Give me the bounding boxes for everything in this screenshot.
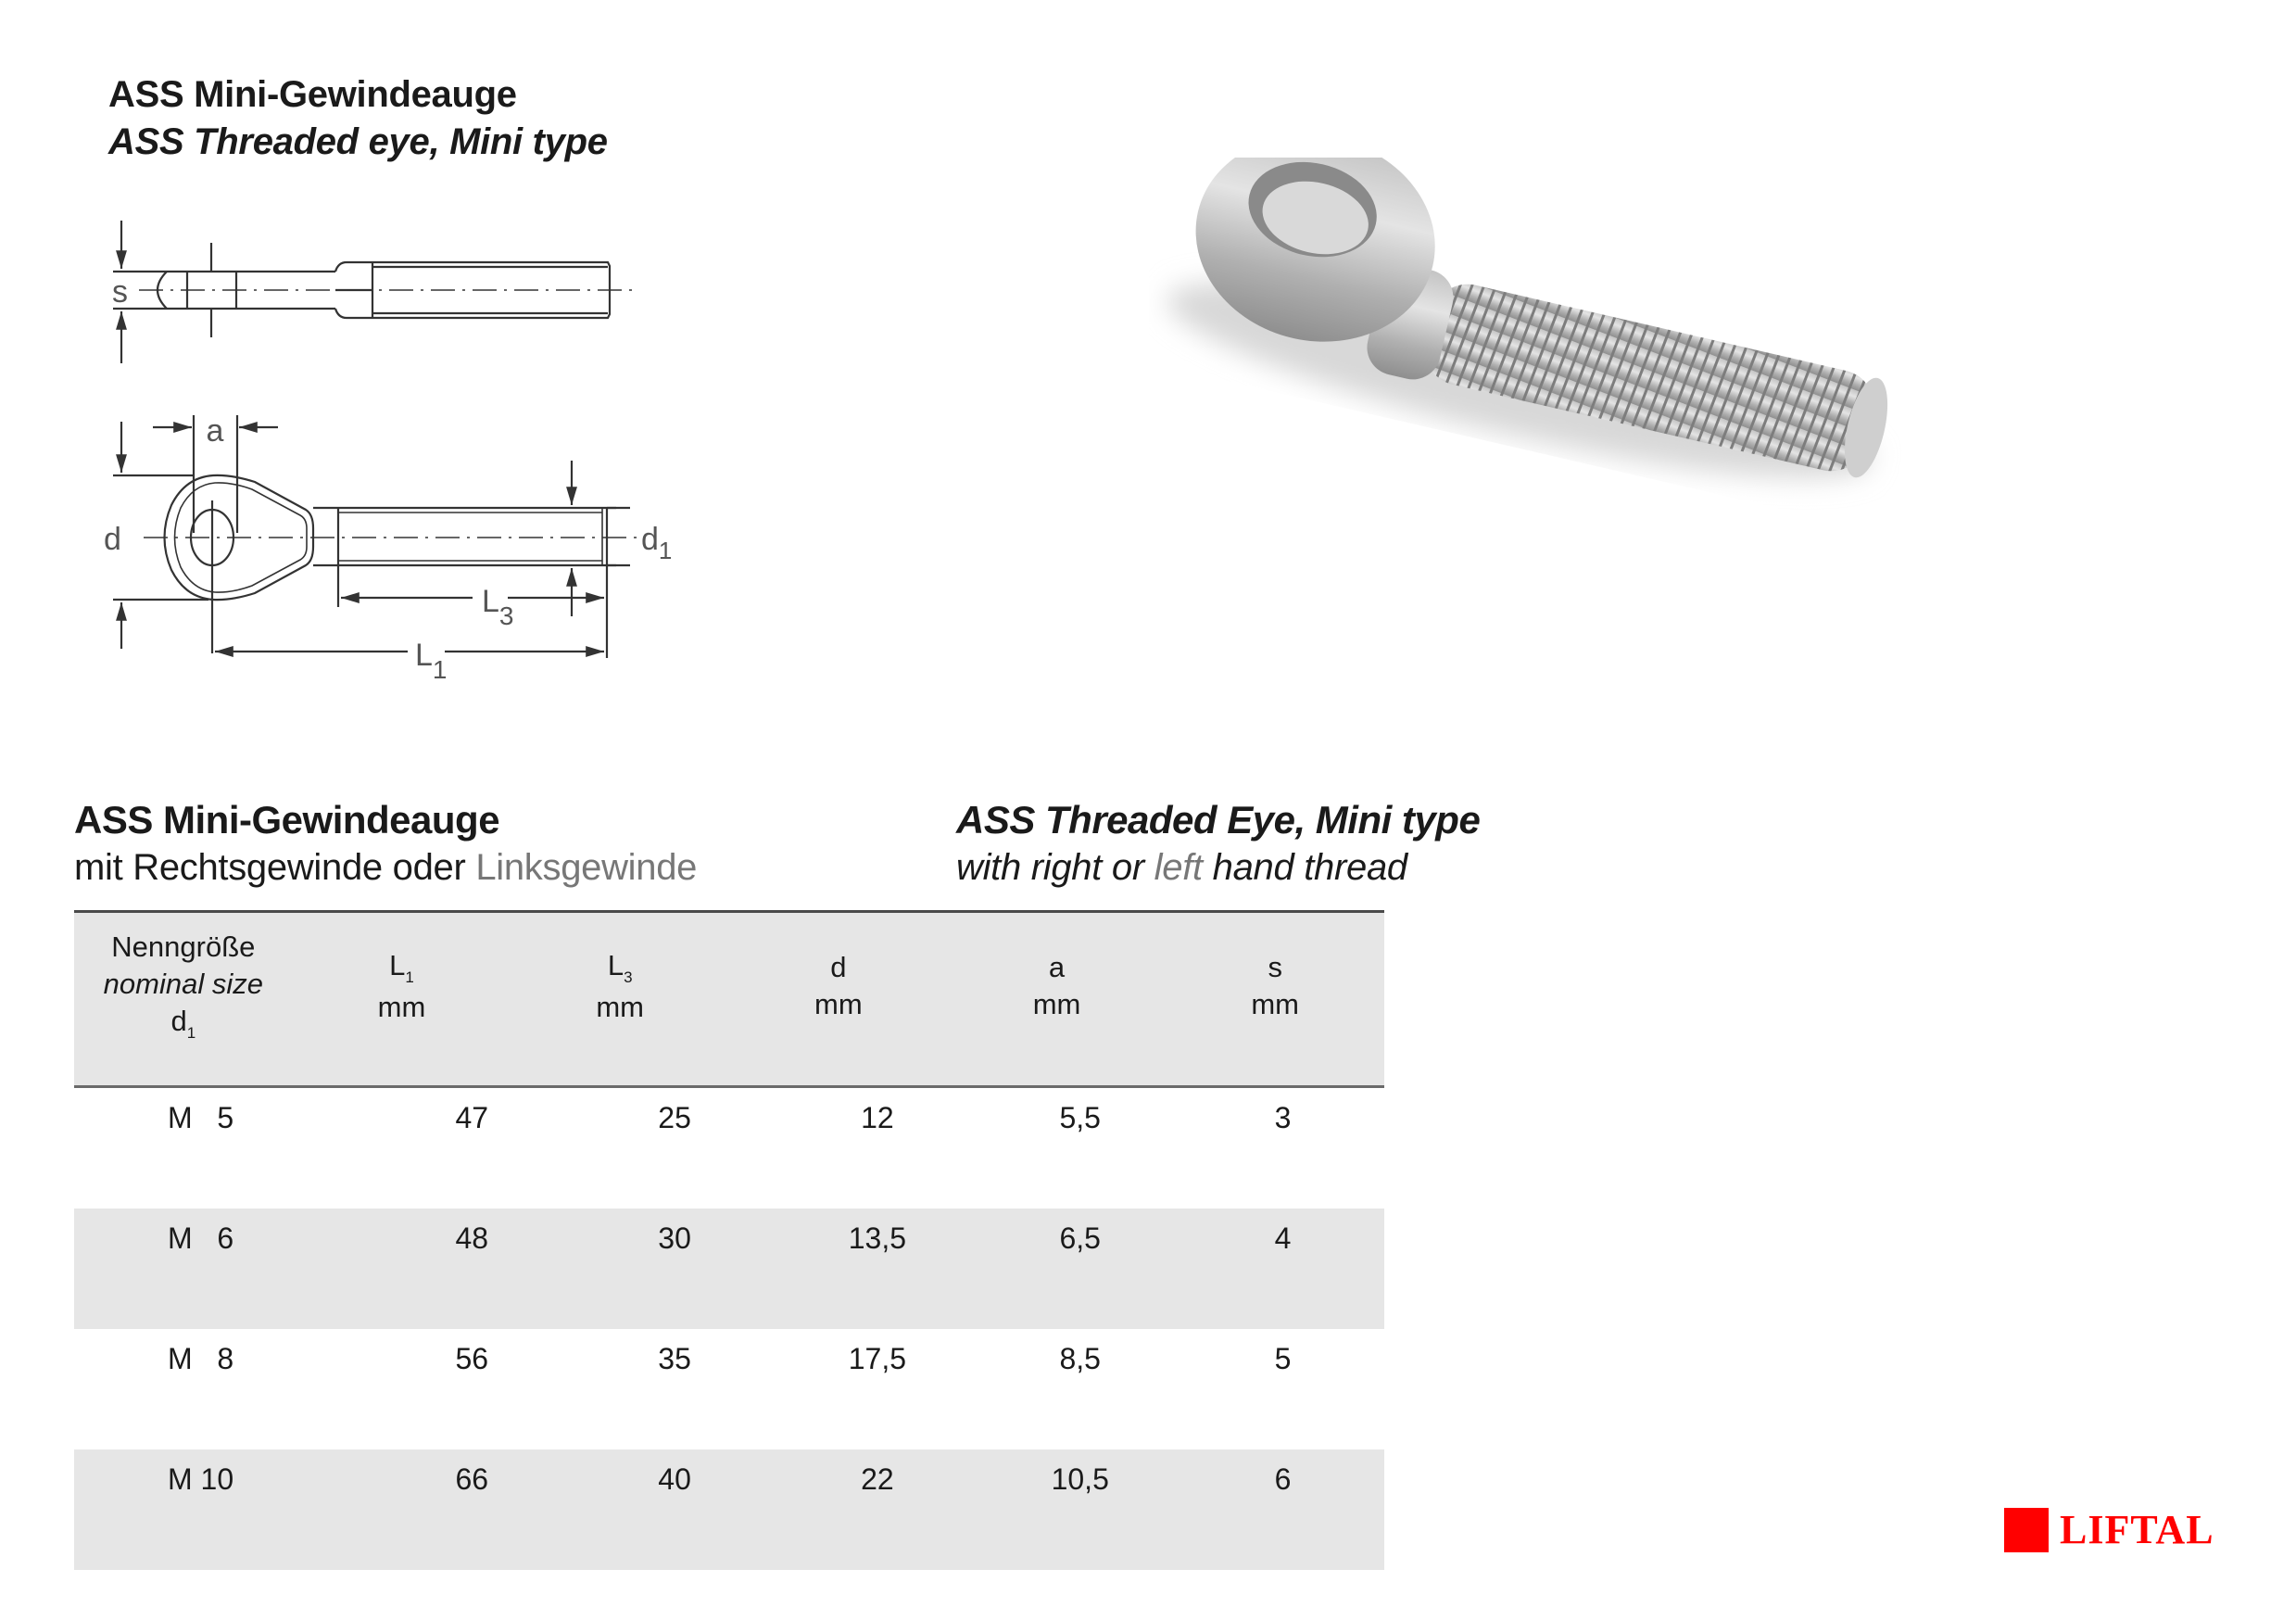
header-symbol: $d_1$	[170, 1004, 196, 1042]
table-cell: 25	[658, 1101, 691, 1134]
table-cell: 8,5	[1059, 1342, 1101, 1375]
header-unit: mm	[814, 988, 863, 1020]
header-unit: mm	[1032, 988, 1081, 1020]
subtitle-en-suffix: hand thread	[1202, 847, 1407, 888]
liftal-logo	[2004, 1508, 2214, 1552]
table-cell: M 5	[168, 1101, 234, 1134]
dim-label-s: s	[112, 274, 128, 310]
header-symbol: $L_3$	[607, 948, 633, 986]
section-heading-en: ASS Threaded Eye, Mini type	[956, 798, 1481, 842]
column-header-a	[948, 913, 1167, 1085]
table-row	[74, 1209, 1384, 1329]
table-cell: 6	[1274, 1462, 1292, 1496]
section-subtitle-de	[74, 847, 697, 889]
table-cell: 48	[455, 1221, 489, 1255]
header-unit: mm	[377, 990, 426, 1023]
table-cell: 5,5	[1059, 1101, 1101, 1134]
table-cell: 56	[455, 1342, 489, 1375]
table-row	[74, 1449, 1384, 1570]
column-header-s	[1166, 913, 1384, 1085]
table-cell: 10,5	[1051, 1462, 1109, 1496]
table-cell: 47	[455, 1101, 489, 1134]
dim-label-L3: $L_3$	[482, 584, 514, 630]
table-cell: 40	[658, 1462, 691, 1496]
table-header	[74, 910, 1384, 1088]
section-subtitle-en	[956, 847, 1407, 889]
table-cell: 4	[1274, 1221, 1292, 1255]
header-symbol: d	[830, 951, 847, 983]
spec-table	[74, 910, 1384, 1570]
subtitle-en-muted: left	[1154, 847, 1203, 888]
header-symbol: s	[1268, 951, 1282, 983]
header-unit: mm	[1251, 988, 1300, 1020]
table-row	[74, 1088, 1384, 1209]
dim-label-a: a	[206, 413, 224, 449]
table-cell: M 8	[168, 1342, 234, 1375]
product-title-en: ASS Threaded eye, Mini type	[108, 121, 608, 162]
table-cell: 12	[861, 1101, 894, 1134]
side-view	[112, 221, 635, 363]
table-cell: 22	[861, 1462, 894, 1496]
table-cell: 6,5	[1059, 1221, 1101, 1255]
logo-text: LIFTAL	[2060, 1507, 2214, 1552]
header-symbol: $L_1$	[389, 948, 414, 986]
subtitle-de-muted: Linksgewinde	[475, 847, 698, 888]
header-unit: mm	[596, 990, 644, 1023]
product-title-de: ASS Mini-Gewindeauge	[108, 74, 517, 115]
subtitle-de-text: mit Rechtsgewinde oder	[74, 847, 476, 888]
header-symbol: a	[1048, 951, 1066, 983]
product-photo	[1149, 158, 1927, 510]
header-label-de: Nenngröße	[111, 930, 256, 963]
table-cell: 35	[658, 1342, 691, 1375]
table-cell: 66	[455, 1462, 489, 1496]
header-label-en: nominal size	[103, 967, 263, 1000]
table-cell: M 10	[168, 1462, 234, 1496]
table-cell: 30	[658, 1221, 691, 1255]
subtitle-en-text: with right or	[956, 847, 1154, 888]
column-header-nominal-size	[74, 913, 293, 1085]
logo-square-icon	[2004, 1508, 2049, 1552]
table-cell: 17,5	[848, 1342, 907, 1375]
section-heading-de: ASS Mini-Gewindeauge	[74, 798, 500, 842]
dim-label-L1: $L_1$	[415, 638, 448, 684]
table-cell: 5	[1274, 1342, 1292, 1375]
column-header-L3	[511, 913, 729, 1085]
column-header-L1	[293, 913, 511, 1085]
front-view	[104, 413, 672, 684]
dim-label-d: d	[104, 522, 121, 557]
table-row	[74, 1329, 1384, 1449]
table-cell: 3	[1274, 1101, 1292, 1134]
technical-drawing	[93, 209, 723, 690]
table-cell: 13,5	[848, 1221, 907, 1255]
column-header-d	[729, 913, 948, 1085]
table-cell: M 6	[168, 1221, 234, 1255]
table-body	[74, 1088, 1384, 1570]
dim-label-d1: $d_1$	[641, 522, 673, 564]
